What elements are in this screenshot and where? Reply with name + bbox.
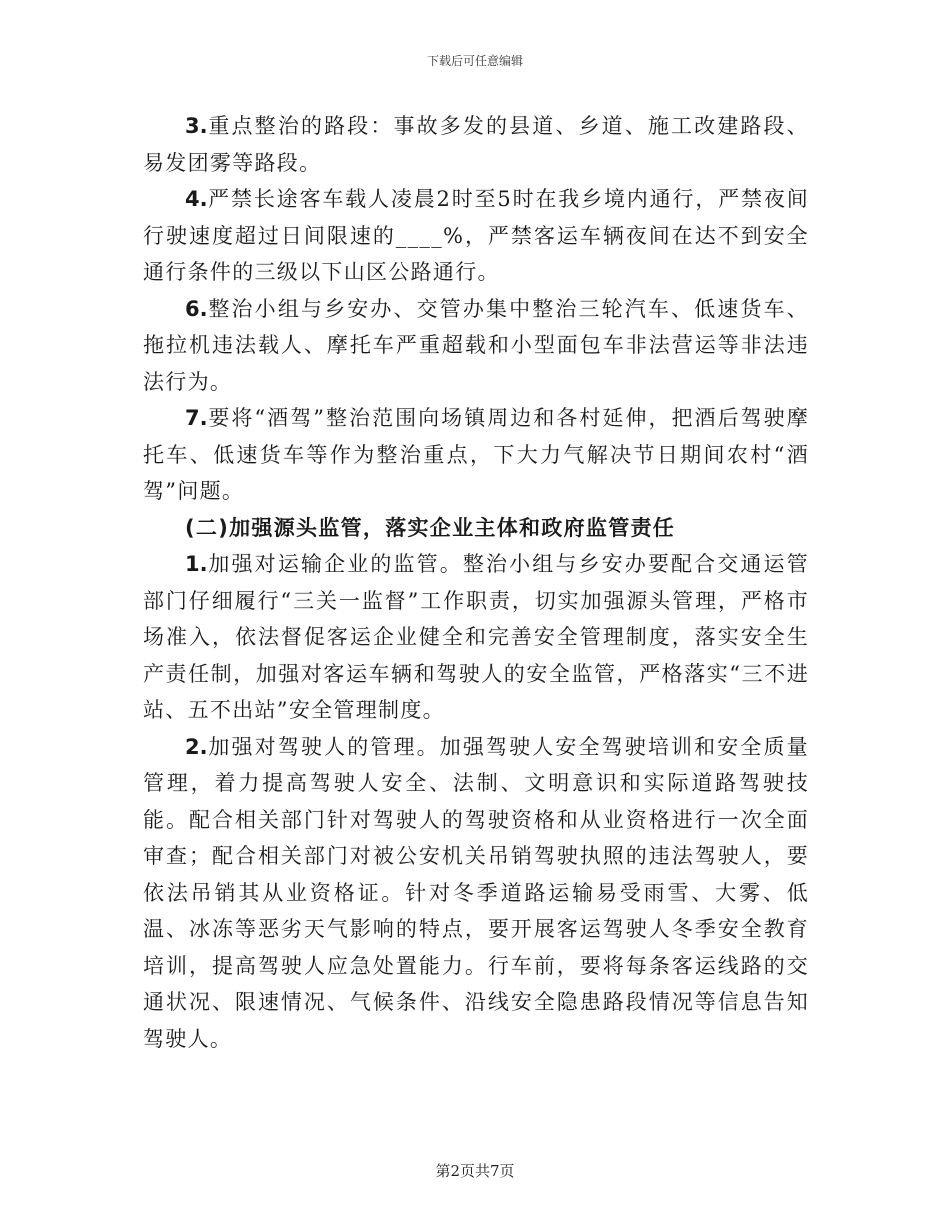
item-number: 6. bbox=[185, 296, 208, 321]
paragraph-item-1 bbox=[143, 546, 809, 729]
paragraph-item-6 bbox=[143, 291, 809, 401]
item-number: 3. bbox=[185, 114, 208, 138]
document-body bbox=[143, 108, 809, 1057]
paragraph-item-4 bbox=[143, 181, 809, 291]
page-header: 下载后可任意编辑 bbox=[426, 54, 523, 68]
item-number: 4. bbox=[185, 187, 208, 211]
page-footer: 第2页共7页 bbox=[435, 1162, 515, 1180]
item-number: 7. bbox=[185, 406, 208, 430]
item-number: 2. bbox=[185, 734, 208, 759]
paragraph-item-2 bbox=[143, 729, 809, 1058]
paragraph-text: 重点整治的路段：事故多发的县道、乡道、施工改建路段、易发团雾等路段。 bbox=[143, 114, 809, 175]
paragraph-text: 加强对运输企业的监管。整治小组与乡安办要配合交通运管部门仔细履行“三关一监督”工作职责，切实加强源头管理，严格市场准入，依法督促客运企业健全和完善安全管理制度，落实安全生产责任制，加强对客运车辆和驾驶人的安全监管，严格落实“三不进站、五不出站”安全管理制度。 bbox=[143, 552, 809, 722]
item-number: 1. bbox=[185, 552, 208, 576]
section-heading: (二)加强源头监管，落实企业主体和政府监管责任 bbox=[185, 515, 676, 540]
paragraph-text: 严禁长途客车载人凌晨2时至5时在我乡境内通行，严禁夜间行驶速度超过日间限速的____%，严禁客运车辆夜间在达不到安全通行条件的三级以下山区公路通行。 bbox=[143, 187, 809, 284]
paragraph-text: 要将“酒驾”整治范围向场镇周边和各村延伸，把酒后驾驶摩托车、低速货车等作为整治重点，下大力气解决节日期间农村“酒驾”问题。 bbox=[143, 406, 809, 503]
paragraph-item-7 bbox=[143, 400, 809, 510]
paragraph-item-3 bbox=[143, 108, 809, 181]
paragraph-text: 加强对驾驶人的管理。加强驾驶人安全驾驶培训和安全质量管理，着力提高驾驶人安全、法制、文明意识和实际道路驾驶技能。配合相关部门针对驾驶人的驾驶资格和从业资格进行一次全面审查；配合相关部门对被公安机关吊销驾驶执照的违法驾驶人，要依法吊销其从业资格证。针对冬季道路运输易受雨雪、大雾、低温、冰冻等恶劣天气影响的特点，要开展客运驾驶人冬季安全教育培训，提高驾驶人应急处置能力。行车前，要将每条客运线路的交通状况、限速情况、气候条件、沿线安全隐患路段情况等信息告知驾驶人。 bbox=[143, 734, 809, 1051]
paragraph-text: 整治小组与乡安办、交管办集中整治三轮汽车、低速货车、拖拉机违法载人、摩托车严重超载和小型面包车非法营运等非法违法行为。 bbox=[143, 296, 809, 394]
